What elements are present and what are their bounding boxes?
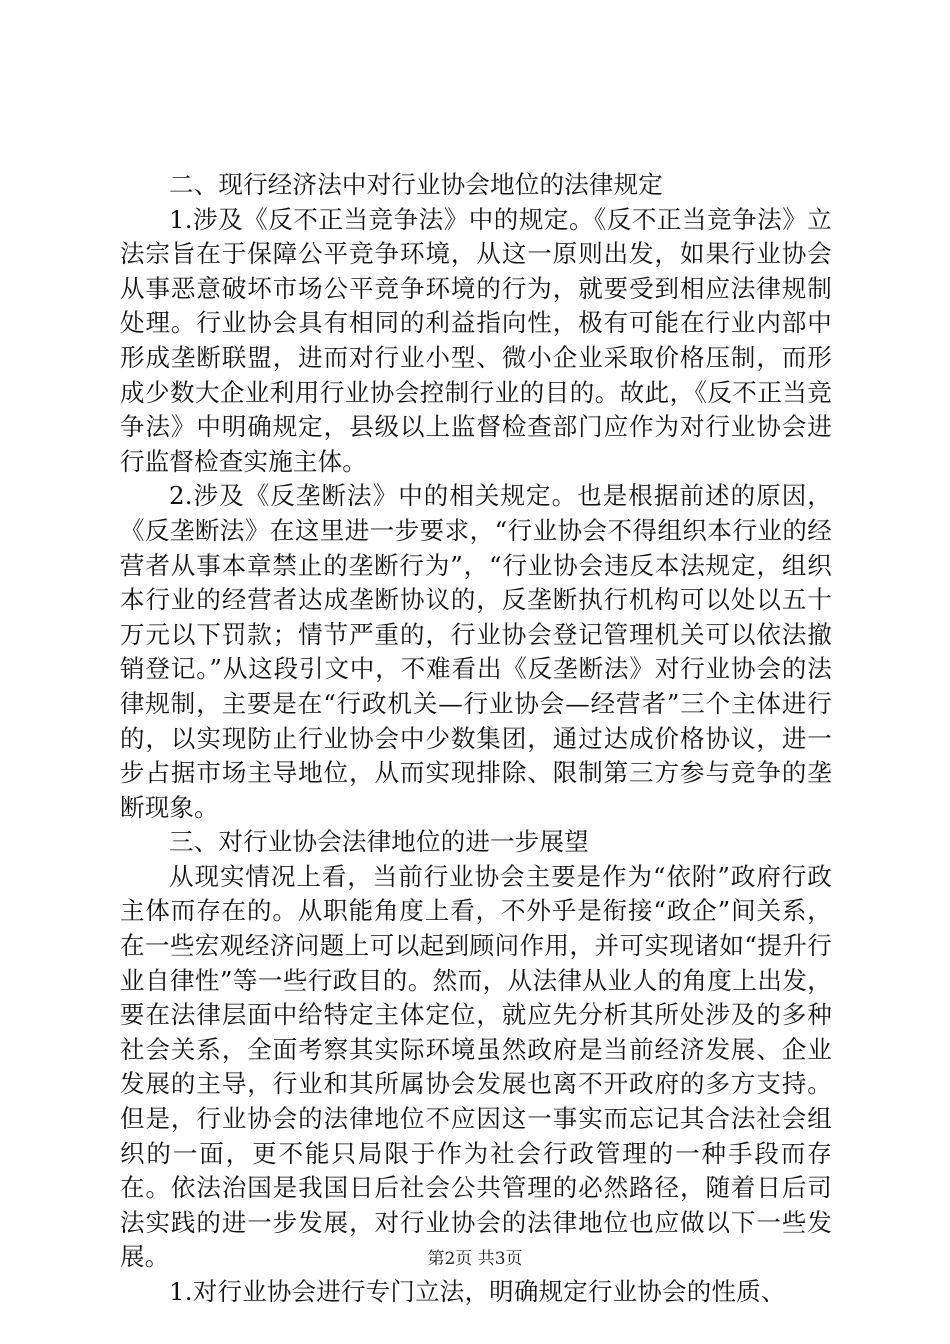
paragraph-anti-unfair-competition: 1.涉及《反不正当竞争法》中的规定。《反不正当竞争法》立法宗旨在于保障公平竞争环境，从这一原则出发，如果行业协会从事恶意破坏市场公平竞争环境的行为，就要受到相应法律规制处理。行业协会具有相同的利益指向性，极有可能在行业内部中形成垄断联盟，进而对行业小型、微小企业采取价格压制，而形成少数大企业利用行业协会控制行业的目的。故此，《反不正当竞争法》中明确规定，县级以上监督检查部门应作为对行业协会进行监督检查实施主体。 [120, 204, 832, 476]
paragraph-anti-monopoly: 2.涉及《反垄断法》中的相关规定。也是根据前述的原因，《反垄断法》在这里进一步要求，“行业协会不得组织本行业的经营者从事本章禁止的垄断行为”，“行业协会违反本法规定，组织本行业的经营者达成垄断协议的，反垄断执行机构可以处以五十万元以下罚款；情节严重的，行业协会登记管理机关可以依法撤销登记。”从这段引文中，不难看出《反垄断法》对行业协会的法律规制，主要是在“行政机关—行业协会—经营者”三个主体进行的，以实现防止行业协会中少数集团，通过达成价格协议，进一步占据市场主导地位，从而实现排除、限制第三方参与竞争的垄断现象。 [120, 481, 832, 822]
document-body [120, 168, 832, 1310]
section-heading-3: 三、对行业协会法律地位的进一步展望 [169, 827, 589, 857]
section-heading-2: 二、现行经济法中对行业协会地位的法律规定 [169, 170, 663, 199]
page-footer: 第2页 共3页 [427, 1249, 523, 1269]
paragraph-legislation: 1.对行业协会进行专门立法，明确规定行业协会的性质、 [169, 1277, 786, 1306]
paragraph-outlook: 从现实情况上看，当前行业协会主要是作为“依附”政府行政主体而存在的。从职能角度上看，不外乎是衔接“政企”间关系，在一些宏观经济问题上可以起到顾问作用，并可实现诸如“提升行业自律性”等一些行政目的。然而，从法律从业人的角度上出发，要在法律层面中给特定主体定位，就应先分析其所处涉及的多种社会关系，全面考察其实际环境虽然政府是当前经济发展、企业发展的主导，行业和其所属协会发展也离不开政府的多方支持。但是，行业协会的法律地位不应因这一事实而忘记其合法社会组织的一面，更不能只局限于作为社会行政管理的一种手段而存在。依法治国是我国日后社会公共管理的必然路径，随着日后司法实践的进一步发展，对行业协会的法律地位也应做以下一些发展。 [120, 861, 832, 1272]
